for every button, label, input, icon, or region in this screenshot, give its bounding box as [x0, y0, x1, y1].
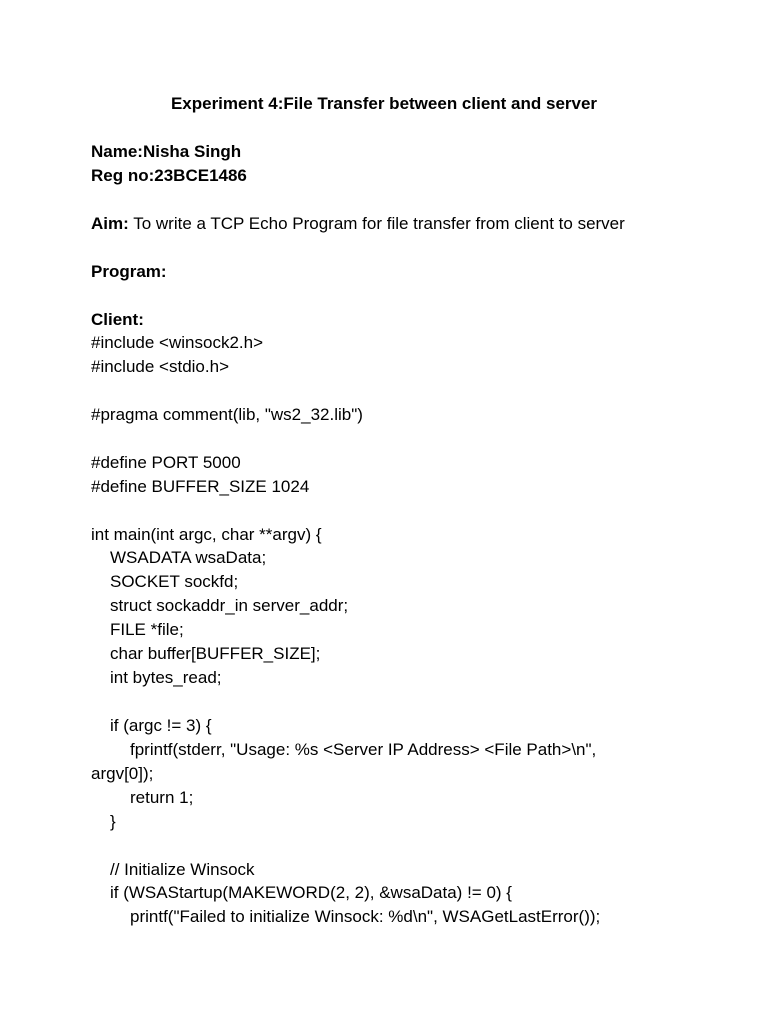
code-line: return 1; [130, 788, 194, 807]
student-name: Name:Nisha Singh [91, 142, 242, 161]
code-line: argv[0]); [91, 764, 154, 783]
registration-number: Reg no:23BCE1486 [91, 166, 247, 185]
code-line: #include <winsock2.h> [91, 333, 264, 352]
code-line: int bytes_read; [110, 668, 222, 687]
aim-paragraph [91, 214, 625, 234]
code-line: SOCKET sockfd; [110, 572, 239, 591]
code-line: } [110, 812, 116, 831]
code-line: #pragma comment(lib, "ws2_32.lib") [91, 405, 363, 424]
code-line: fprintf(stderr, "Usage: %s <Server IP Address> <File Path>\n", [130, 740, 597, 759]
aim-text: To write a TCP Echo Program for file transfer from client to server [128, 214, 625, 233]
code-line: int main(int argc, char **argv) { [91, 525, 322, 544]
program-heading: Program: [91, 262, 167, 281]
client-heading: Client: [91, 310, 144, 329]
code-comment: // Initialize Winsock [110, 860, 255, 879]
code-line: #include <stdio.h> [91, 357, 229, 376]
aim-label: Aim: [91, 214, 129, 233]
code-line: #define PORT 5000 [91, 453, 241, 472]
code-line: WSADATA wsaData; [110, 548, 267, 567]
code-line: printf("Failed to initialize Winsock: %d\n", WSAGetLastError()); [130, 907, 601, 926]
code-line: char buffer[BUFFER_SIZE]; [110, 644, 321, 663]
code-line: struct sockaddr_in server_addr; [110, 596, 349, 615]
code-line: #define BUFFER_SIZE 1024 [91, 477, 310, 496]
code-line: FILE *file; [110, 620, 184, 639]
code-line: if (argc != 3) { [110, 716, 212, 735]
code-line: if (WSAStartup(MAKEWORD(2, 2), &wsaData) != 0) { [110, 883, 512, 902]
document-title: Experiment 4:File Transfer between client and server [170, 94, 598, 113]
